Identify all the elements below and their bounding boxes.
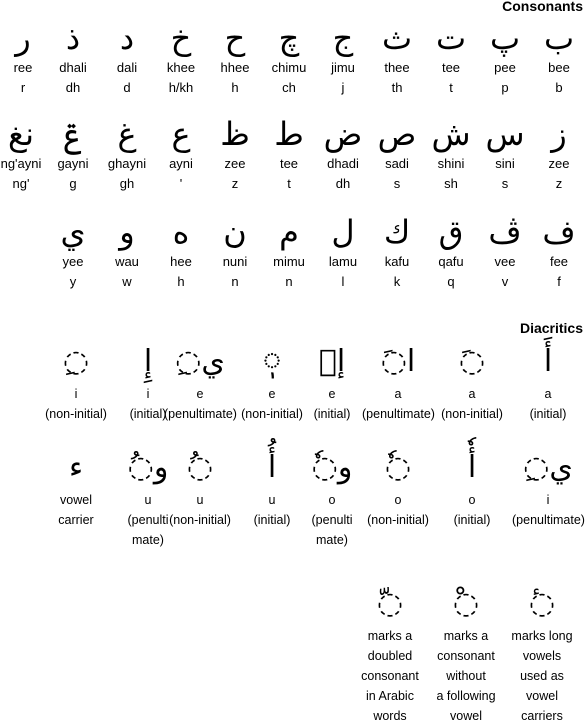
consonant-glyph: ف <box>542 213 576 251</box>
consonant-cell <box>100 212 154 292</box>
diacritic-glyph: ◌ُ <box>186 450 214 485</box>
diacritic-glyph: ء <box>68 450 84 485</box>
consonant-cell <box>154 18 208 98</box>
consonant-glyph: ط <box>274 115 304 153</box>
diacritic-description: i (non-initial) <box>45 387 107 421</box>
consonant-name: gayni <box>57 156 89 171</box>
consonant-cell <box>208 114 262 194</box>
diacritic-cell <box>512 446 584 530</box>
diacritic-glyph: ◌ّ <box>376 586 404 621</box>
diacritic-cell <box>430 582 502 726</box>
diacritic-cell <box>436 446 508 530</box>
consonant-transliteration: v <box>501 274 509 289</box>
consonant-transliteration: l <box>341 274 345 289</box>
consonant-glyph: ع <box>171 115 191 153</box>
consonant-transliteration: g <box>69 176 77 191</box>
consonant-name: sadi <box>385 156 409 171</box>
consonant-name: ayni <box>169 156 193 171</box>
diacritic-description: e (non-initial) <box>241 387 303 421</box>
consonant-transliteration: s <box>501 176 509 191</box>
diacritic-description: e (penultimate) <box>164 387 237 421</box>
consonant-name: sini <box>495 156 515 171</box>
consonant-transliteration: j <box>341 80 345 95</box>
consonant-transliteration: p <box>501 80 509 95</box>
consonant-name: shini <box>437 156 465 171</box>
diacritic-description: a (non-initial) <box>441 387 503 421</box>
diacritic-cell <box>40 446 112 530</box>
consonant-transliteration: gh <box>119 176 135 191</box>
diacritic-glyph: ◌ِ <box>62 344 90 379</box>
consonant-glyph: ت <box>435 19 467 57</box>
consonant-glyph: ي <box>60 213 86 251</box>
diacritic-cell <box>506 582 578 726</box>
diacritic-glyph: أٗ <box>467 450 477 485</box>
diacritic-glyph: ◌ٖ <box>263 344 281 379</box>
diacritic-description: i (initial) <box>129 387 167 421</box>
consonant-transliteration: k <box>393 274 401 289</box>
consonant-cell <box>154 212 208 292</box>
consonant-cell <box>370 212 424 292</box>
consonant-cell <box>208 18 262 98</box>
consonant-transliteration: q <box>447 274 455 289</box>
consonant-name: dali <box>116 60 138 75</box>
consonant-glyph: س <box>485 115 525 153</box>
diacritic-description: marks a doubled consonant in Arabic words <box>361 629 419 723</box>
diacritic-description: i (penultimate) <box>512 493 585 527</box>
consonant-glyph: م <box>279 213 299 251</box>
consonant-transliteration: h/kh <box>168 80 194 95</box>
consonant-transliteration: d <box>123 80 131 95</box>
consonant-glyph: غ <box>117 115 137 153</box>
diacritic-glyph: ◌َ <box>458 344 486 379</box>
consonant-glyph: نغ <box>8 115 34 153</box>
consonant-name: thee <box>384 60 410 75</box>
diacritic-cell <box>40 340 112 424</box>
consonant-glyph: ج <box>332 19 354 57</box>
consonant-name: zee <box>548 156 570 171</box>
consonant-glyph: ك <box>383 213 411 251</box>
consonant-cell <box>46 212 100 292</box>
consonant-transliteration: ng' <box>12 176 30 191</box>
diacritic-glyph: أَ <box>543 344 553 379</box>
consonant-name: wau <box>115 254 139 269</box>
consonant-name: lamu <box>328 254 358 269</box>
consonant-name: hhee <box>220 60 250 75</box>
consonant-name: kafu <box>384 254 410 269</box>
consonant-name: dhadi <box>327 156 359 171</box>
diacritic-glyph: ◌ُو <box>127 450 169 485</box>
consonant-glyph: ه <box>172 213 190 251</box>
diacritic-glyph: ◌ِي <box>523 450 573 485</box>
diacritic-cell <box>296 340 368 424</box>
consonant-glyph: ث <box>381 19 413 57</box>
consonant-glyph: ش <box>431 115 471 153</box>
consonant-cell <box>424 212 478 292</box>
consonant-cell <box>208 212 262 292</box>
consonant-transliteration: y <box>69 274 77 289</box>
diacritic-description: u (initial) <box>253 493 291 527</box>
consonant-glyph: ق <box>438 213 464 251</box>
consonant-cell <box>370 18 424 98</box>
consonant-transliteration: h <box>231 80 239 95</box>
consonant-transliteration: th <box>391 80 403 95</box>
consonants-heading: Consonants <box>502 0 583 14</box>
consonant-cell <box>316 18 370 98</box>
diacritic-glyph: ◌ٗو <box>311 450 353 485</box>
consonant-name: yee <box>62 254 84 269</box>
diacritic-cell <box>164 340 236 424</box>
consonant-glyph: ن <box>223 213 247 251</box>
consonant-cell <box>424 114 478 194</box>
consonant-name: pee <box>494 60 516 75</box>
diacritic-description: u (penulti mate) <box>127 493 169 547</box>
consonant-name: ghayni <box>107 156 147 171</box>
consonant-glyph: ز <box>551 115 567 153</box>
consonant-transliteration: f <box>557 274 561 289</box>
diacritic-glyph: إِ <box>143 344 153 379</box>
consonant-name: ng'ayni <box>0 156 42 171</box>
consonant-cell <box>46 18 100 98</box>
diacritic-glyph: ◌ٔ <box>528 586 556 621</box>
consonant-glyph: پ <box>489 19 521 57</box>
consonant-name: fee <box>549 254 569 269</box>
diacritic-glyph: أُ <box>267 450 277 485</box>
diacritics-heading: Diacritics <box>519 320 583 336</box>
consonant-cell <box>46 114 100 194</box>
consonant-cell <box>478 114 532 194</box>
consonant-transliteration: dh <box>65 80 81 95</box>
diacritic-glyph: إٖ <box>318 344 346 379</box>
consonant-cell <box>100 18 154 98</box>
diacritic-description: e (initial) <box>313 387 351 421</box>
consonant-cell <box>0 18 50 98</box>
consonant-name: ree <box>13 60 33 75</box>
consonant-glyph: ر <box>15 19 31 57</box>
diacritic-glyph: ◌َا <box>380 344 416 379</box>
diacritic-cell <box>354 582 426 726</box>
diacritic-cell <box>436 340 508 424</box>
consonant-name: hee <box>170 254 192 269</box>
consonant-cell <box>532 212 586 292</box>
consonant-name: khee <box>166 60 196 75</box>
consonant-glyph: ص <box>377 115 417 153</box>
consonant-name: dhali <box>59 60 87 75</box>
consonant-transliteration: r <box>20 80 26 95</box>
consonant-cell <box>532 18 586 98</box>
consonant-transliteration: ' <box>179 176 183 191</box>
consonant-cell <box>532 114 586 194</box>
consonant-transliteration: h <box>177 274 185 289</box>
consonant-glyph: و <box>119 213 135 251</box>
diacritic-glyph: ◌ٗ <box>384 450 412 485</box>
diacritic-description: u (non-initial) <box>169 493 231 527</box>
consonant-cell <box>478 18 532 98</box>
consonant-glyph: خ <box>170 19 192 57</box>
diacritic-description: marks a consonant without a following vowel <box>436 629 496 723</box>
diacritic-description: o (initial) <box>453 493 491 527</box>
diacritic-cell <box>362 340 434 424</box>
consonant-transliteration: n <box>231 274 239 289</box>
consonant-name: zee <box>224 156 246 171</box>
diacritic-description: a (initial) <box>529 387 567 421</box>
diacritic-cell <box>164 446 236 530</box>
consonant-cell <box>262 114 316 194</box>
diacritic-description: a (penultimate) <box>362 387 435 421</box>
consonant-glyph: ذ <box>65 19 81 57</box>
consonant-glyph: ظ <box>220 115 250 153</box>
consonant-name: tee <box>441 60 461 75</box>
consonant-glyph: ض <box>323 115 363 153</box>
consonant-transliteration: t <box>287 176 291 191</box>
diacritic-glyph: ◌ْ <box>452 586 480 621</box>
consonant-cell <box>424 18 478 98</box>
consonant-transliteration: z <box>231 176 239 191</box>
diacritic-description: o (penulti mate) <box>311 493 353 547</box>
consonant-glyph: ح <box>224 19 246 57</box>
consonant-name: vee <box>494 254 516 269</box>
consonant-name: tee <box>279 156 299 171</box>
consonant-name: mimu <box>273 254 305 269</box>
consonant-cell <box>262 18 316 98</box>
diacritic-description: vowel carrier <box>58 493 94 527</box>
consonant-name: jimu <box>331 60 355 75</box>
consonant-transliteration: w <box>122 274 132 289</box>
consonant-transliteration: dh <box>335 176 351 191</box>
consonant-cell <box>154 114 208 194</box>
consonant-transliteration: z <box>555 176 563 191</box>
consonant-glyph: ب <box>543 19 575 57</box>
consonant-name: nuni <box>222 254 248 269</box>
consonant-glyph: ݝ <box>63 115 83 153</box>
consonant-transliteration: b <box>555 80 563 95</box>
consonant-glyph: ڤ <box>488 213 522 251</box>
consonant-glyph: د <box>119 19 135 57</box>
consonant-cell <box>316 114 370 194</box>
diacritic-glyph: ◌ِي <box>175 344 225 379</box>
diacritic-description: o (non-initial) <box>367 493 429 527</box>
consonant-cell <box>478 212 532 292</box>
consonant-transliteration: s <box>393 176 401 191</box>
consonant-name: bee <box>548 60 570 75</box>
consonant-cell <box>370 114 424 194</box>
consonant-name: chimu <box>271 60 307 75</box>
consonant-name: qafu <box>438 254 464 269</box>
diacritic-cell <box>362 446 434 530</box>
consonant-transliteration: ch <box>282 80 296 95</box>
diacritic-cell <box>512 340 584 424</box>
diacritic-description: marks long vowels used as vowel carriers <box>511 629 573 723</box>
consonant-glyph: ل <box>331 213 355 251</box>
consonant-glyph: چ <box>278 19 300 57</box>
consonant-transliteration: t <box>449 80 453 95</box>
diacritic-cell <box>296 446 368 550</box>
consonant-cell <box>262 212 316 292</box>
consonant-transliteration: n <box>285 274 293 289</box>
consonant-cell <box>316 212 370 292</box>
consonant-cell <box>0 114 48 194</box>
consonant-transliteration: sh <box>444 176 458 191</box>
consonant-cell <box>100 114 154 194</box>
